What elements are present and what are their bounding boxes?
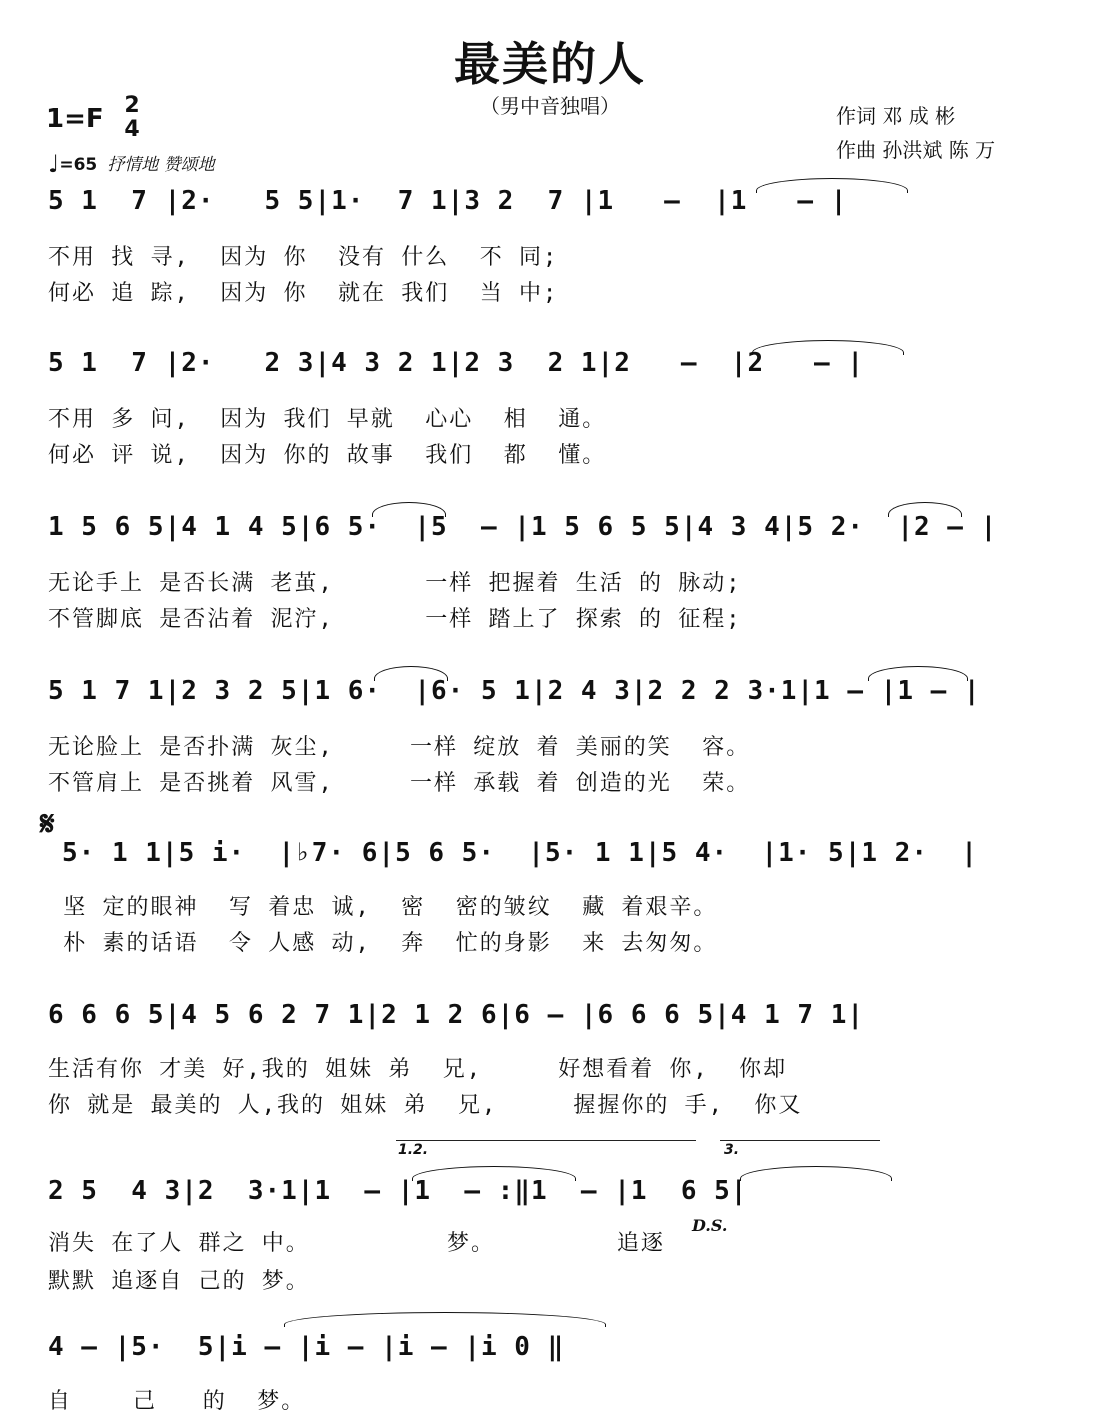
- time-signature-top: 2: [124, 93, 140, 118]
- notation-line-4: 5 1 7 1|2 3 2 5|1 6· |6· 5 1|2 4 3|2 2 2 3·1|1 – |1 – |: [48, 676, 981, 706]
- tie-slur: [412, 1166, 576, 1181]
- time-signature-bottom: 4: [124, 117, 140, 142]
- segno-sign: 𝄋: [40, 804, 55, 844]
- notation-line-7: 2 5 4 3|2 3·1|1 – |1 – :‖1 – |1 6 5|: [48, 1176, 748, 1206]
- volta-first-bracket: [396, 1140, 696, 1141]
- notation-line-1: 5 1 7 |2· 5 5|1· 7 1|3 2 7 |1 – |1 – |: [48, 186, 848, 216]
- tie-slur: [284, 1312, 606, 1327]
- lyric-line-2-verse-1: 不用 多 问, 因为 我们 早就 心心 相 通。: [48, 407, 607, 432]
- notation-line-6: 6 6 6 5|4 5 6 2 7 1|2 1 2 6|6 – |6 6 6 5|4 1 7 1|: [48, 1000, 865, 1030]
- tie-slur: [372, 502, 446, 517]
- lyric-line-5-verse-2: 朴 素的话语 令 人感 动, 奔 忙的身影 来 去匆匆。: [48, 931, 718, 956]
- volta-third-bracket: [720, 1140, 880, 1141]
- time-signature: [122, 94, 142, 142]
- song-subtitle: （男中音独唱）: [480, 94, 620, 118]
- notation-line-5: 5· 1 1|5 i· |♭7· 6|5 6 5· |5· 1 1|5 4· |1· 5|1 2· |: [62, 838, 978, 868]
- song-title: 最美的人: [454, 37, 646, 91]
- lyric-line-5-verse-1: 坚 定的眼神 写 着忠 诚, 密 密的皱纹 藏 着艰辛。: [48, 895, 718, 920]
- notation-line-2: 5 1 7 |2· 2 3|4 3 2 1|2 3 2 1|2 – |2 – |: [48, 348, 865, 378]
- tie-slur: [752, 340, 904, 355]
- tie-slur: [740, 1166, 892, 1181]
- volta-third-ending: 3.: [724, 1142, 740, 1158]
- tie-slur: [756, 178, 908, 193]
- tie-slur: [888, 502, 962, 517]
- lyric-line-6-verse-2: 你 就是 最美的 人,我的 姐妹 弟 兄, 握握你的 手, 你又: [48, 1093, 803, 1118]
- tempo-style: 抒情地 赞颂地: [107, 155, 215, 175]
- lyric-line-2-verse-2: 何必 评 说, 因为 你的 故事 我们 都 懂。: [48, 443, 607, 468]
- lyric-line-1-verse-2: 何必 追 踪, 因为 你 就在 我们 当 中;: [48, 281, 559, 306]
- lyric-line-6-verse-1: 生活有你 才美 好,我的 姐妹 弟 兄, 好想看着 你, 你却: [48, 1057, 788, 1082]
- tempo-marking: [48, 150, 215, 178]
- lyric-line-4-verse-1: 无论脸上 是否扑满 灰尘, 一样 绽放 着 美丽的笑 容。: [48, 735, 751, 760]
- volta-first-ending: 1.2.: [398, 1142, 429, 1158]
- composer-credit: 作曲 孙洪斌 陈 万: [836, 138, 996, 162]
- lyricist-credit: 作词 邓 成 彬: [836, 104, 956, 128]
- key-signature: 1=F: [46, 104, 104, 134]
- quarter-note-icon: ♩: [48, 150, 60, 178]
- notation-line-3: 1 5 6 5|4 1 4 5|6 5· |5 – |1 5 6 5 5|4 3 4|5 2· |2 – |: [48, 512, 998, 542]
- lyric-line-4-verse-2: 不管肩上 是否挑着 风雪, 一样 承载 着 创造的光 荣。: [48, 771, 751, 796]
- lyric-line-3-verse-1: 无论手上 是否长满 老茧, 一样 把握着 生活 的 脉动;: [48, 571, 742, 596]
- notation-line-8: 4 – |5· 5|i – |i – |i – |i 0 ‖: [48, 1332, 565, 1362]
- lyric-line-7-verse-1: 消失 在了人 群之 中。 梦。 追逐: [48, 1231, 665, 1256]
- tie-slur: [868, 666, 968, 681]
- lyric-line-3-verse-2: 不管脚底 是否沾着 泥泞, 一样 踏上了 探索 的 征程;: [48, 607, 742, 632]
- tie-slur: [374, 666, 448, 681]
- lyric-line-8: 自 己 的 梦。: [48, 1389, 306, 1414]
- lyric-line-7-verse-2: 默默 追逐自 己的 梦。: [48, 1269, 310, 1294]
- lyric-line-1-verse-1: 不用 找 寻, 因为 你 没有 什么 不 同;: [48, 245, 559, 270]
- tempo-value: =65: [59, 155, 98, 175]
- dal-segno-mark: D.S.: [692, 1216, 728, 1235]
